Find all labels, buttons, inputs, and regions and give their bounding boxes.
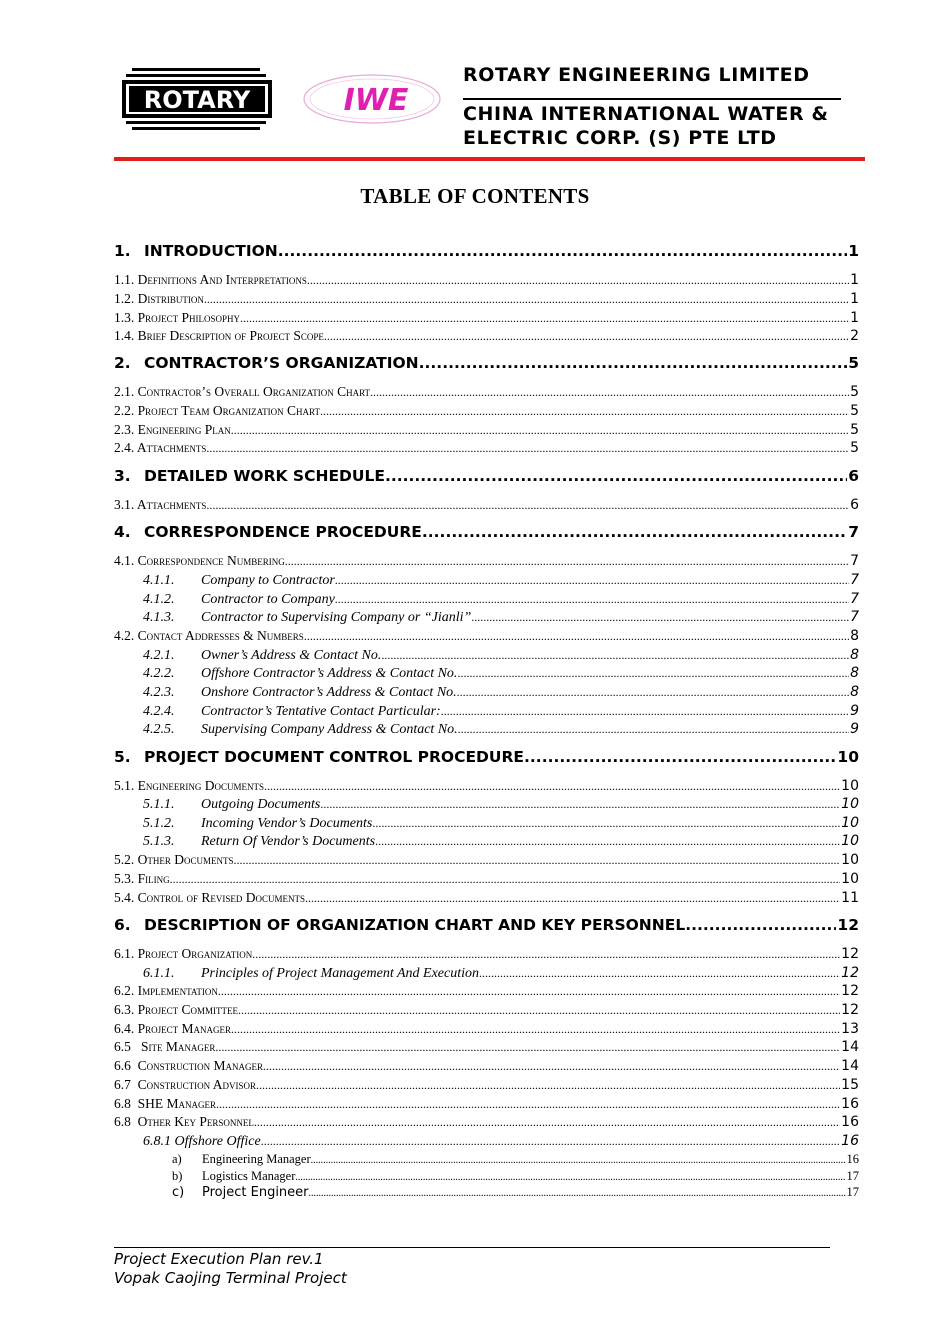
toc-entry-4-2-4[interactable]: 4.2.4. Contractor’s Tentative Contact Particular: ..... 9 (143, 703, 859, 721)
page-footer (114, 1250, 347, 1288)
company-name-rotary: ROTARY ENGINEERING LIMITED (463, 64, 810, 86)
toc-section-2[interactable]: 2. CONTRACTOR’S ORGANIZATION ..... 5 (114, 354, 859, 376)
toc-entry-4-1-3[interactable]: 4.1.3. Contractor to Supervising Company or “Jianli” ..... 7 (143, 609, 859, 627)
toc-section-5[interactable]: 5. PROJECT DOCUMENT CONTROL PROCEDURE ..... 10 (114, 748, 859, 770)
toc-entry-2-3[interactable]: 2.3. Engineering Plan ..... 5 (114, 422, 859, 440)
toc-section-3[interactable]: 3. DETAILED WORK SCHEDULE ..... 6 (114, 467, 859, 489)
company-name-cwe-line1: CHINA INTERNATIONAL WATER & (463, 103, 829, 125)
toc-entry-5-1-3[interactable]: 5.1.3. Return Of Vendor’s Documents ..... 10 (143, 833, 859, 851)
toc-entry-6-8-she[interactable]: 6.8 SHE Manager ..... 16 (114, 1096, 859, 1114)
toc-entry-4-1-2[interactable]: 4.1.2. Contractor to Company ..... 7 (143, 591, 859, 609)
toc-entry-6-7[interactable]: 6.7 Construction Advisor ..... 15 (114, 1077, 859, 1095)
toc-entry-4-1-1[interactable]: 4.1.1. Company to Contractor ..... 7 (143, 572, 859, 590)
toc-entry-5-3[interactable]: 5.3. Filing ..... 10 (114, 871, 859, 889)
toc-entry-6-3[interactable]: 6.3. Project Committee ..... 12 (114, 1002, 859, 1020)
toc-entry-4-1[interactable]: 4.1. Correspondence Numbering ..... 7 (114, 553, 859, 571)
toc-entry-5-1[interactable]: 5.1. Engineering Documents ..... 10 (114, 778, 859, 796)
toc-entry-5-1-1[interactable]: 5.1.1. Outgoing Documents ..... 10 (143, 796, 859, 814)
toc-section-4[interactable]: 4. CORRESPONDENCE PROCEDURE ..... 7 (114, 523, 859, 545)
toc-entry-3-1[interactable]: 3.1. Attachments ..... 6 (114, 497, 859, 515)
toc-entry-4-2-1[interactable]: 4.2.1. Owner’s Address & Contact No. ..... 8 (143, 647, 859, 665)
header-red-rule (114, 157, 865, 161)
company-name-cwe-line2: ELECTRIC CORP. (S) PTE LTD (463, 127, 777, 149)
toc-entry-4-2[interactable]: 4.2. Contact Addresses & Numbers ..... 8 (114, 628, 859, 646)
toc-entry-6-8-1[interactable]: 6.8.1 Offshore Office ..... 16 (143, 1133, 859, 1151)
toc-entry-6-8-other[interactable]: 6.8 Other Key Personnel ..... 16 (114, 1114, 859, 1132)
footer-document-name: Project Execution Plan rev.1 (114, 1250, 324, 1268)
toc-entry-6-2[interactable]: 6.2. Implementation ..... 12 (114, 983, 859, 1001)
company-names (463, 62, 863, 150)
toc-entry-5-4[interactable]: 5.4. Control of Revised Documents ..... 11 (114, 890, 859, 908)
toc-entry-6-8-1-c[interactable]: c) Project Engineer ..... 17 (172, 1185, 859, 1201)
company-divider (463, 98, 841, 100)
toc-entry-1-4[interactable]: 1.4. Brief Description of Project Scope ..... 2 (114, 328, 859, 346)
toc-entry-2-2[interactable]: 2.2. Project Team Organization Chart ..... 5 (114, 403, 859, 421)
toc-entry-6-5[interactable]: 6.5 Site Manager ..... 14 (114, 1039, 859, 1057)
page-title: TABLE OF CONTENTS (360, 184, 590, 208)
toc-entry-6-8-1-b[interactable]: b) Logistics Manager ..... 17 (172, 1169, 859, 1185)
toc-entry-6-8-1-a[interactable]: a) Engineering Manager ..... 16 (172, 1152, 859, 1168)
toc-entry-1-1[interactable]: 1.1. Definitions And Interpretations ..... 1 (114, 272, 859, 290)
toc-entry-5-2[interactable]: 5.2. Other Documents ..... 10 (114, 852, 859, 870)
toc-entry-6-4[interactable]: 6.4. Project Manager ..... 13 (114, 1021, 859, 1039)
toc-entry-6-1[interactable]: 6.1. Project Organization ..... 12 (114, 946, 859, 964)
svg-text:ROTARY: ROTARY (143, 86, 251, 114)
toc-entry-1-3[interactable]: 1.3. Project Philosophy ..... 1 (114, 310, 859, 328)
toc-entry-4-2-3[interactable]: 4.2.3. Onshore Contractor’s Address & Contact No. ..... 8 (143, 684, 859, 702)
footer-rule (114, 1247, 830, 1248)
rotary-logo (122, 68, 272, 130)
toc-entry-2-4[interactable]: 2.4. Attachments ..... 5 (114, 440, 859, 458)
toc-section-1[interactable]: 1. INTRODUCTION ..... 1 (114, 242, 859, 264)
toc-entry-1-2[interactable]: 1.2. Distribution ..... 1 (114, 291, 859, 309)
toc-entry-5-1-2[interactable]: 5.1.2. Incoming Vendor’s Documents ..... 10 (143, 815, 859, 833)
toc-entry-6-1-1[interactable]: 6.1.1. Principles of Project Management And Execution ..... 12 (143, 965, 859, 983)
toc-entry-4-2-2[interactable]: 4.2.2. Offshore Contractor’s Address & Contact No. ..... 8 (143, 665, 859, 683)
footer-project-name: Vopak Caojing Terminal Project (114, 1269, 347, 1287)
toc-entry-2-1[interactable]: 2.1. Contractor’s Overall Organization Chart ..... 5 (114, 384, 859, 402)
toc-entry-4-2-5[interactable]: 4.2.5. Supervising Company Address & Contact No. ..... 9 (143, 721, 859, 739)
toc-section-6[interactable]: 6. DESCRIPTION OF ORGANIZATION CHART AND KEY PERSONNEL ..... 12 (114, 916, 859, 938)
toc-entry-6-6[interactable]: 6.6 Construction Manager ..... 14 (114, 1058, 859, 1076)
iwe-logo (302, 72, 442, 126)
svg-text:IWE: IWE (343, 83, 409, 118)
